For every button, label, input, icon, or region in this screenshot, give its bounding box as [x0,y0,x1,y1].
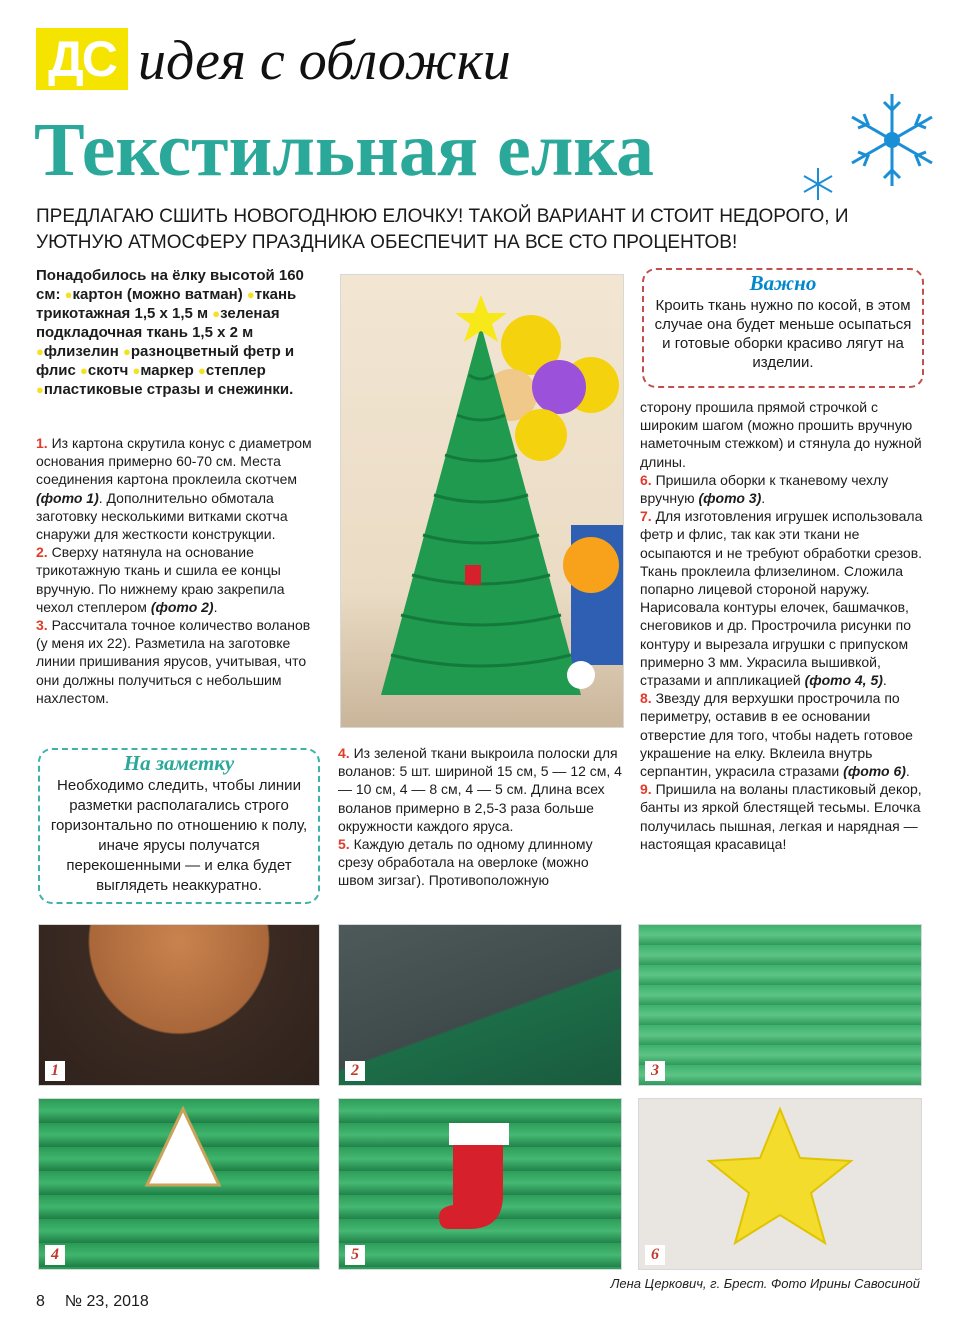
article-title: Текстильная елка [34,108,655,192]
section-kicker: идея с обложки [138,30,511,92]
material-item: зеленая подкладочная ткань 1,5 х 2 м [36,305,280,341]
material-item: картон (можно ватман) [72,286,243,303]
photo-number: 5 [345,1245,365,1265]
step-9: 9. Пришила на воланы пластиковый декор, банты из яркой блестящей тесьмы. Елочка получилась пышная, легкая и нарядная — настоящая красавица! [640,781,922,852]
photo-4 [38,1098,320,1270]
important-text: Кроить ткань нужно по косой, в этом случае она будет меньше осыпаться и готовые оборки красиво лягут на изделии. [654,297,912,371]
photo-credit: Лена Церкович, г. Брест. Фото Ирины Савосиной [610,1276,920,1291]
step-2: 2. Сверху натянула на основание трикотажную ткань и сшила ее концы вручную. По нижнему краю закрепила чехол степлером (фото 2). [36,544,285,615]
photo-number: 4 [45,1245,65,1265]
photo-number: 6 [645,1245,665,1265]
note-box [38,748,320,904]
material-item: пластиковые стразы и снежинки. [43,381,294,398]
page-footer [36,1292,149,1312]
materials-intro: Понадобилось на ёлку высотой 160 см: [36,267,304,303]
steps-column-1 [36,434,322,707]
material-item: маркер [140,362,194,379]
step-3: 3. Рассчитала точное количество воланов (у меня их 22). Разметила на заготовке линии пришивания ярусов, учитывая, что они должны получиться с небольшим нахлестом. [36,617,311,706]
felt-stocking-ornament-icon [439,1119,519,1239]
felt-star-ornament-icon [705,1103,855,1253]
steps-column-3 [640,398,926,853]
snowflake-small-icon [800,166,836,202]
important-box [642,268,924,388]
step-6: 6. Пришила оборки к тканевому чехлу вручную (фото 3). [640,471,889,507]
main-tree-photo [340,274,624,728]
materials-list: Понадобилось на ёлку высотой 160 см: ●картон (можно ватман) ●ткань трикотажная 1,5 х 1,5 м ●зеленая подкладочная ткань 1,5 х 2 м ●флизелин ●разноцветный фетр и флис ●скотч ●маркер ●степлер ●пластиковые стразы и снежинки. [36,267,304,398]
photo-3 [638,924,922,1086]
lead-text: ПРЕДЛАГАЮ СШИТЬ НОВОГОДНЮЮ ЕЛОЧКУ! ТАКОЙ ВАРИАНТ И СТОИТ НЕДОРОГО, И УЮТНУЮ АТМОСФЕРУ ПРАЗДНИКА ОБЕСПЕЧИТ НА ВСЕ СТО ПРОЦЕНТОВ! [36,206,849,253]
important-title: Важно [749,271,817,295]
photo-number: 3 [645,1061,665,1081]
felt-tree-ornament-icon [135,1105,231,1201]
step-5-continued: сторону прошила прямой строчкой с широким шагом (можно прошить вручную наметочным стежком) и стянула до нужной длины. [640,399,922,470]
magazine-logo: ДС [36,28,128,90]
note-title: На заметку [123,751,235,775]
photo-1 [38,924,320,1086]
snowflake-large-icon [840,88,944,192]
note-text: Необходимо следить, чтобы линии разметки располагались строго горизонтально по отношению к полу, иначе ярусы получатся перекошенными — и елка будет выглядеть неаккуратно. [50,777,308,894]
step-4: 4. Из зеленой ткани выкроила полоски для воланов: 5 шт. шириной 15 см, 5 — 12 см, 4 — 10 см, 4 — 8 см, 4 — 5 см. Длина всех воланов примерно в 2,5-3 раза больше окружности каждого яруса. [338,745,622,834]
photo-number: 2 [345,1061,365,1081]
steps-column-2 [338,744,622,890]
material-item: ткань трикотажная 1,5 х 1,5 м [36,286,297,322]
material-item: скотч [87,362,129,379]
material-item: флизелин [43,343,119,360]
step-7: 7. Для изготовления игрушек использовала фетр и флис, так как эти ткани не осыпаются и не требуют обработки срезов. Ткань проклеила флизелином. Сложила попарно лицевой стороной наружу. Нарисовала контуры елочек, башмачков, снеговиков и др. Прострочила рисунки по контуру и вырезала игрушки с припуском примерно 3 мм. Украсила вышивкой, стразами и аппликацией (фото 4, 5). [640,508,923,689]
step-8: 8. Звезду для верхушки прострочила по периметру, оставив в ее основании отверстие для того, чтобы надеть готовое украшение на елку. Вклеила внутрь серпантин, украсила стразами (фото 6). [640,690,913,780]
photo-2 [338,924,622,1086]
page-number: 8 [36,1293,45,1310]
material-item: степлер [205,362,266,379]
photo-number: 1 [45,1061,65,1081]
issue-number: № 23, 2018 [64,1293,149,1310]
material-item: разноцветный фетр и флис [36,343,295,379]
photo-5 [338,1098,622,1270]
step-1: 1. Из картона скрутила конус с диаметром основания примерно 60-70 см. Места соединения картона проклеила скотчем (фото 1). Дополнительно обмотала заготовку несколькими витками скотча снаружи для жесткости конструкции. [36,435,312,543]
photo-6 [638,1098,922,1270]
step-5: 5. Каждую деталь по одному длинному срезу обработала на оверлоке (можно швом зигзаг). Противоположную [338,836,593,889]
